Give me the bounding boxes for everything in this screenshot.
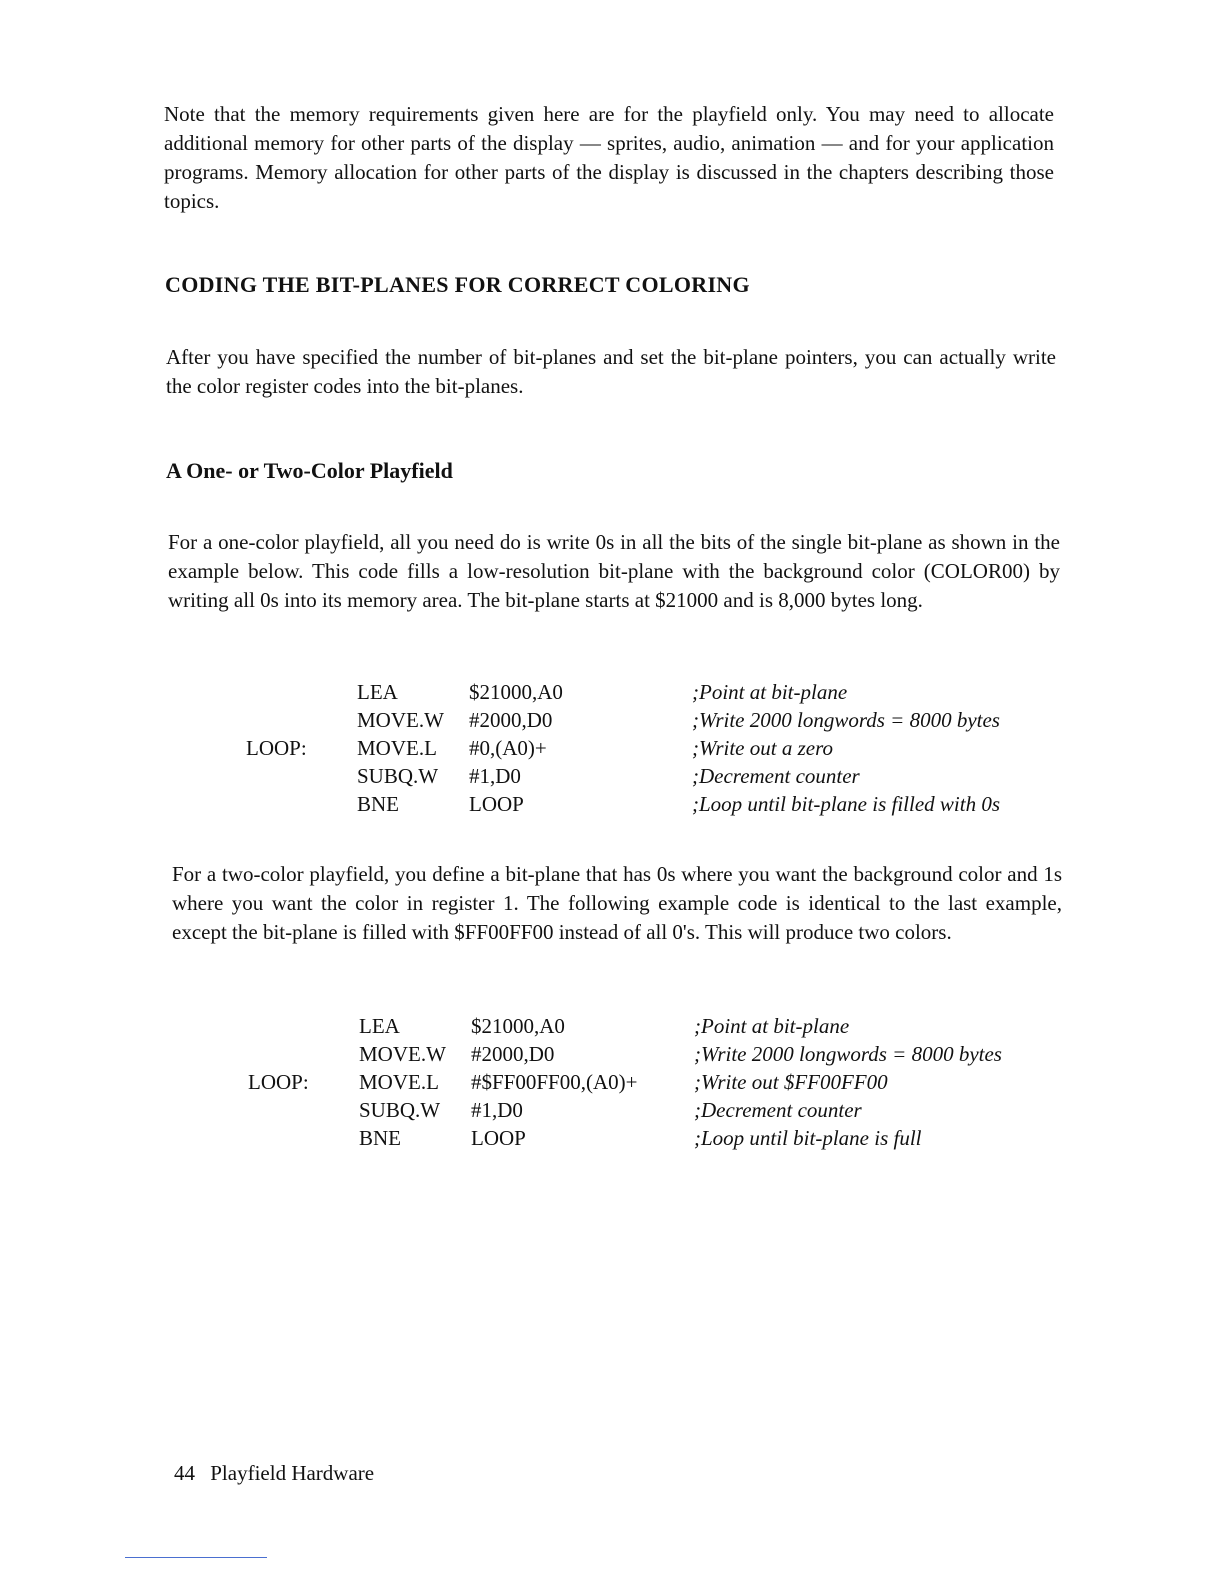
code-comment: ;Point at bit-plane bbox=[692, 680, 848, 704]
code-comment: ;Write 2000 longwords = 8000 bytes bbox=[692, 708, 1000, 732]
code-comment: ;Write 2000 longwords = 8000 bytes bbox=[694, 1042, 1002, 1066]
code-opcode: MOVE.L bbox=[359, 1070, 439, 1094]
code-opcode: BNE bbox=[359, 1126, 401, 1150]
subsection-heading: A One- or Two-Color Playfield bbox=[166, 458, 453, 483]
code-label: LOOP: bbox=[248, 1070, 309, 1094]
code-operand: #$FF00FF00,(A0)+ bbox=[471, 1070, 638, 1094]
code-operand: #1,D0 bbox=[471, 1098, 523, 1122]
code-comment: ;Decrement counter bbox=[694, 1098, 862, 1122]
code-operand: $21000,A0 bbox=[469, 680, 563, 704]
code-comment: ;Point at bit-plane bbox=[694, 1014, 850, 1038]
code-opcode: LEA bbox=[359, 1014, 400, 1038]
code-label: LOOP: bbox=[246, 736, 307, 760]
page-number: 44 bbox=[174, 1461, 195, 1485]
code-opcode: SUBQ.W bbox=[357, 764, 439, 788]
one-color-paragraph: For a one-color playfield, all you need do is write 0s in all the bits of the single bit-plane as shown in the example below. This code fills a low-resolution bit-plane with the background color (COLOR00) by writing all 0s into its memory area. The bit-plane starts at $21000 and is 8,000 bytes long. bbox=[168, 530, 1060, 612]
code-operand: $21000,A0 bbox=[471, 1014, 565, 1038]
code-opcode: MOVE.W bbox=[357, 708, 444, 732]
section-heading: CODING THE BIT-PLANES FOR CORRECT COLORING bbox=[165, 272, 750, 297]
two-color-paragraph: For a two-color playfield, you define a bit-plane that has 0s where you want the background color and 1s where you want the color in register 1. The following example code is identical to the last example, except the bit-plane is filled with $FF00FF00 instead of all 0's. This will produce two colors. bbox=[172, 862, 1062, 944]
code-operand: #2000,D0 bbox=[469, 708, 553, 732]
chapter-title: Playfield Hardware bbox=[210, 1461, 375, 1485]
intro-paragraph: Note that the memory requirements given here are for the playfield only. You may need to allocate additional memory for other parts of the display — sprites, audio, animation — and for your application programs. Memory allocation for other parts of the display is discussed in the chapters describing those topics. bbox=[164, 102, 1054, 213]
code-operand: #1,D0 bbox=[469, 764, 521, 788]
code-opcode: LEA bbox=[357, 680, 398, 704]
code-operand: LOOP bbox=[471, 1126, 526, 1150]
code-operand: LOOP bbox=[469, 792, 524, 816]
code-comment: ;Loop until bit-plane is filled with 0s bbox=[692, 792, 1001, 816]
code-opcode: BNE bbox=[357, 792, 399, 816]
code-comment: ;Write out a zero bbox=[692, 736, 833, 760]
code-operand: #0,(A0)+ bbox=[469, 736, 547, 760]
code-opcode: SUBQ.W bbox=[359, 1098, 441, 1122]
section-paragraph: After you have specified the number of bit-planes and set the bit-plane pointers, you can actually write the color register codes into the bit-planes. bbox=[166, 345, 1056, 398]
bottom-rule bbox=[125, 1557, 267, 1558]
code-comment: ;Decrement counter bbox=[692, 764, 860, 788]
code-opcode: MOVE.W bbox=[359, 1042, 446, 1066]
code-operand: #2000,D0 bbox=[471, 1042, 555, 1066]
code-comment: ;Write out $FF00FF00 bbox=[694, 1070, 888, 1094]
code-opcode: MOVE.L bbox=[357, 736, 437, 760]
page-footer bbox=[174, 1461, 374, 1486]
code-comment: ;Loop until bit-plane is full bbox=[694, 1126, 922, 1150]
